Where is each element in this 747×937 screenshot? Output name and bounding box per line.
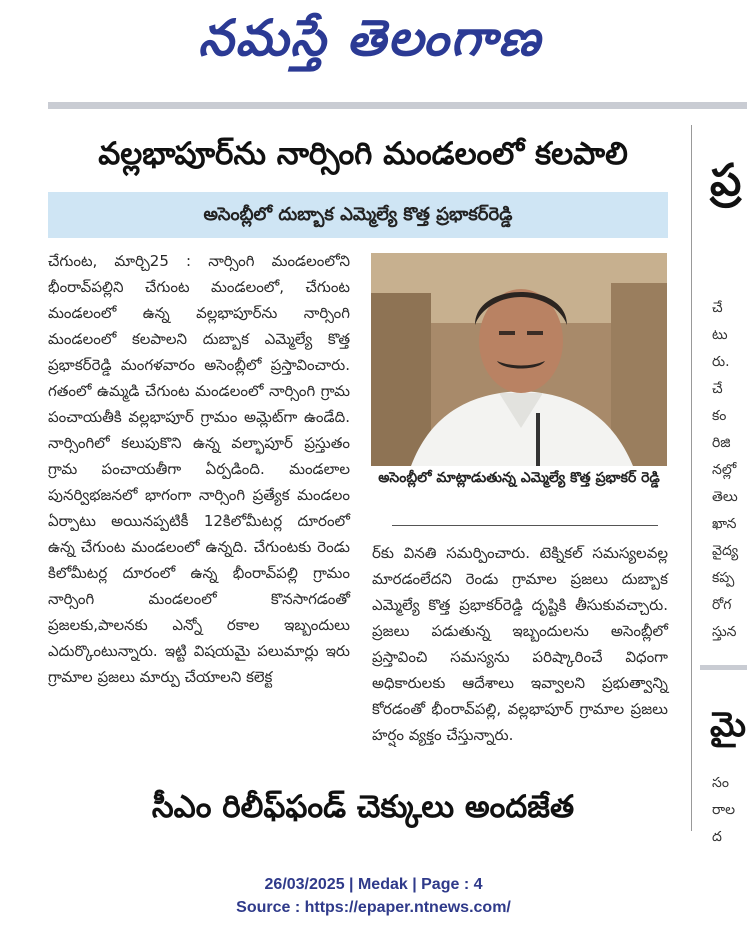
- edge-line: చే: [712, 300, 723, 316]
- edge-line: సం: [712, 775, 729, 791]
- adjacent-text-fragment-2: [712, 770, 735, 851]
- caption-divider: [392, 525, 658, 526]
- speaker-portrait-image: [371, 253, 667, 466]
- adjacent-headline-fragment: ప్ర: [710, 155, 742, 206]
- adjacent-text-fragment: [712, 295, 738, 646]
- adjacent-headline-fragment-2: మై: [710, 705, 746, 745]
- edge-line: నల్లో: [712, 462, 737, 478]
- footer-date-page: 26/03/2025 | Medak | Page : 4: [264, 876, 483, 893]
- next-article-headline: సీఎం రిలీఫ్‌ఫండ్ చెక్కులు అందజేత: [151, 789, 575, 825]
- edge-line: చే: [712, 381, 723, 397]
- footer-source-link[interactable]: Source : https://epaper.ntnews.com/: [236, 899, 511, 916]
- masthead: [0, 0, 747, 80]
- edge-line: రిజి: [712, 435, 731, 451]
- article-headline: వల్లభాపూర్‌ను నార్సింగి మండలంలో కలపాలి: [98, 136, 628, 172]
- mla-photo: [371, 253, 667, 466]
- edge-line: టు: [712, 327, 728, 343]
- edge-line: ఖాన: [712, 516, 737, 532]
- newspaper-logo: నమస్తే తెలంగాణ: [198, 9, 542, 67]
- edge-line: వైద్య: [712, 543, 739, 559]
- adjacent-divider: [700, 665, 747, 670]
- edge-line: కప్ప: [712, 570, 735, 586]
- edge-line: కం: [712, 408, 727, 424]
- edge-line: రోగ: [712, 597, 732, 613]
- column-divider: [691, 125, 692, 831]
- masthead-divider: [48, 102, 747, 109]
- edge-line: రు.: [712, 354, 730, 370]
- adjacent-column-fragment: [700, 125, 747, 845]
- edge-line: తెలు: [712, 489, 738, 505]
- edge-line: రాల: [712, 802, 736, 818]
- article-subheadline: అసెంబ్లీలో దుబ్బాక ఎమ్మెల్యే కొత్త ప్రభాకర్‌రెడ్డి: [48, 192, 668, 238]
- photo-caption: అసెంబ్లీలో మాట్లాడుతున్న ఎమ్మెల్యే కొత్త ప్రభాకర్ రెడ్డి: [378, 470, 660, 486]
- source-footer: [0, 873, 747, 919]
- article-body-right: ర్‌కు వినతి సమర్పించారు. టెక్నికల్ సమస్యలవల్ల మారడంలేదని రెండు గ్రామాల ప్రజలు దుబ్బాక ఎమ్మెల్యే కొత్త ప్రభాకర్‌రెడ్డి దృష్టికి తీసుకువచ్చారు. ప్రజలు పడుతున్న ఇబ్బందులను అసెంబ్లీలో ప్రస్తావించి సమస్యను పరిష్కారించే విధంగా అధికారులకు ఆదేశాలు ఇవ్వాలని ప్రభుత్వాన్ని కోరడంతో భీంరావ్‌పల్లి, వల్లభాపూర్ గ్రామాల ప్రజలు హర్షం వ్యక్తం చేస్తున్నారు.: [372, 544, 668, 744]
- edge-line: ద: [712, 829, 722, 845]
- edge-line: స్తున: [712, 624, 737, 640]
- article-body-left: చేగుంట, మార్చి25 : నార్సింగి మండలంలోని భీంరావ్‌పల్లిని చేగుంట మండలంలో, చేగుంట మండలంలో ఉన్న వల్లభాపూర్‌ను నార్సింగి మండలంలో కలపాలని దుబ్బాక ఎమ్మెల్యే కొత్త ప్రభాకర్‌రెడ్డి మంగళవారం అసెంబ్లీలో ప్రస్తావించారు. గతంలో ఉమ్మడి చేగుంట మండలంలో నార్సింగి గ్రామ పంచాయతీకి వల్లభాపూర్ గ్రామం అమ్లెట్‌గా ఉండేది. నార్సింగిలో కలుపుకొని ఉన్న వల్భాపూర్ ప్రస్తుతం గ్రామ పంచాయతీగా ఏర్పడింది. మండలాల పునర్విభజనలో భాగంగా నార్సింగి ప్రత్యేక మండలం ఏర్పాటు అయినప్పటికీ 12కిలోమీటర్ల దూరంలో ఉన్న చేగుంట మండలంలో ఉన్నది. చేగుంటకు రెండు కిలోమీటర్ల దూరంలో ఉన్న భీంరావ్‌పల్లి గ్రామం నార్సింగి మండలంలో కొనసాగడంతో ప్రజలకు,పాలనకు ఎన్నో రకాల ఇబ్బందులు ఎదుర్కొంటున్నారు. ఇట్టి విషయమై పలుమార్లు ఇరు గ్రామాల ప్రజలు మార్పు చేయాలని కలెక్ట: [48, 252, 350, 686]
